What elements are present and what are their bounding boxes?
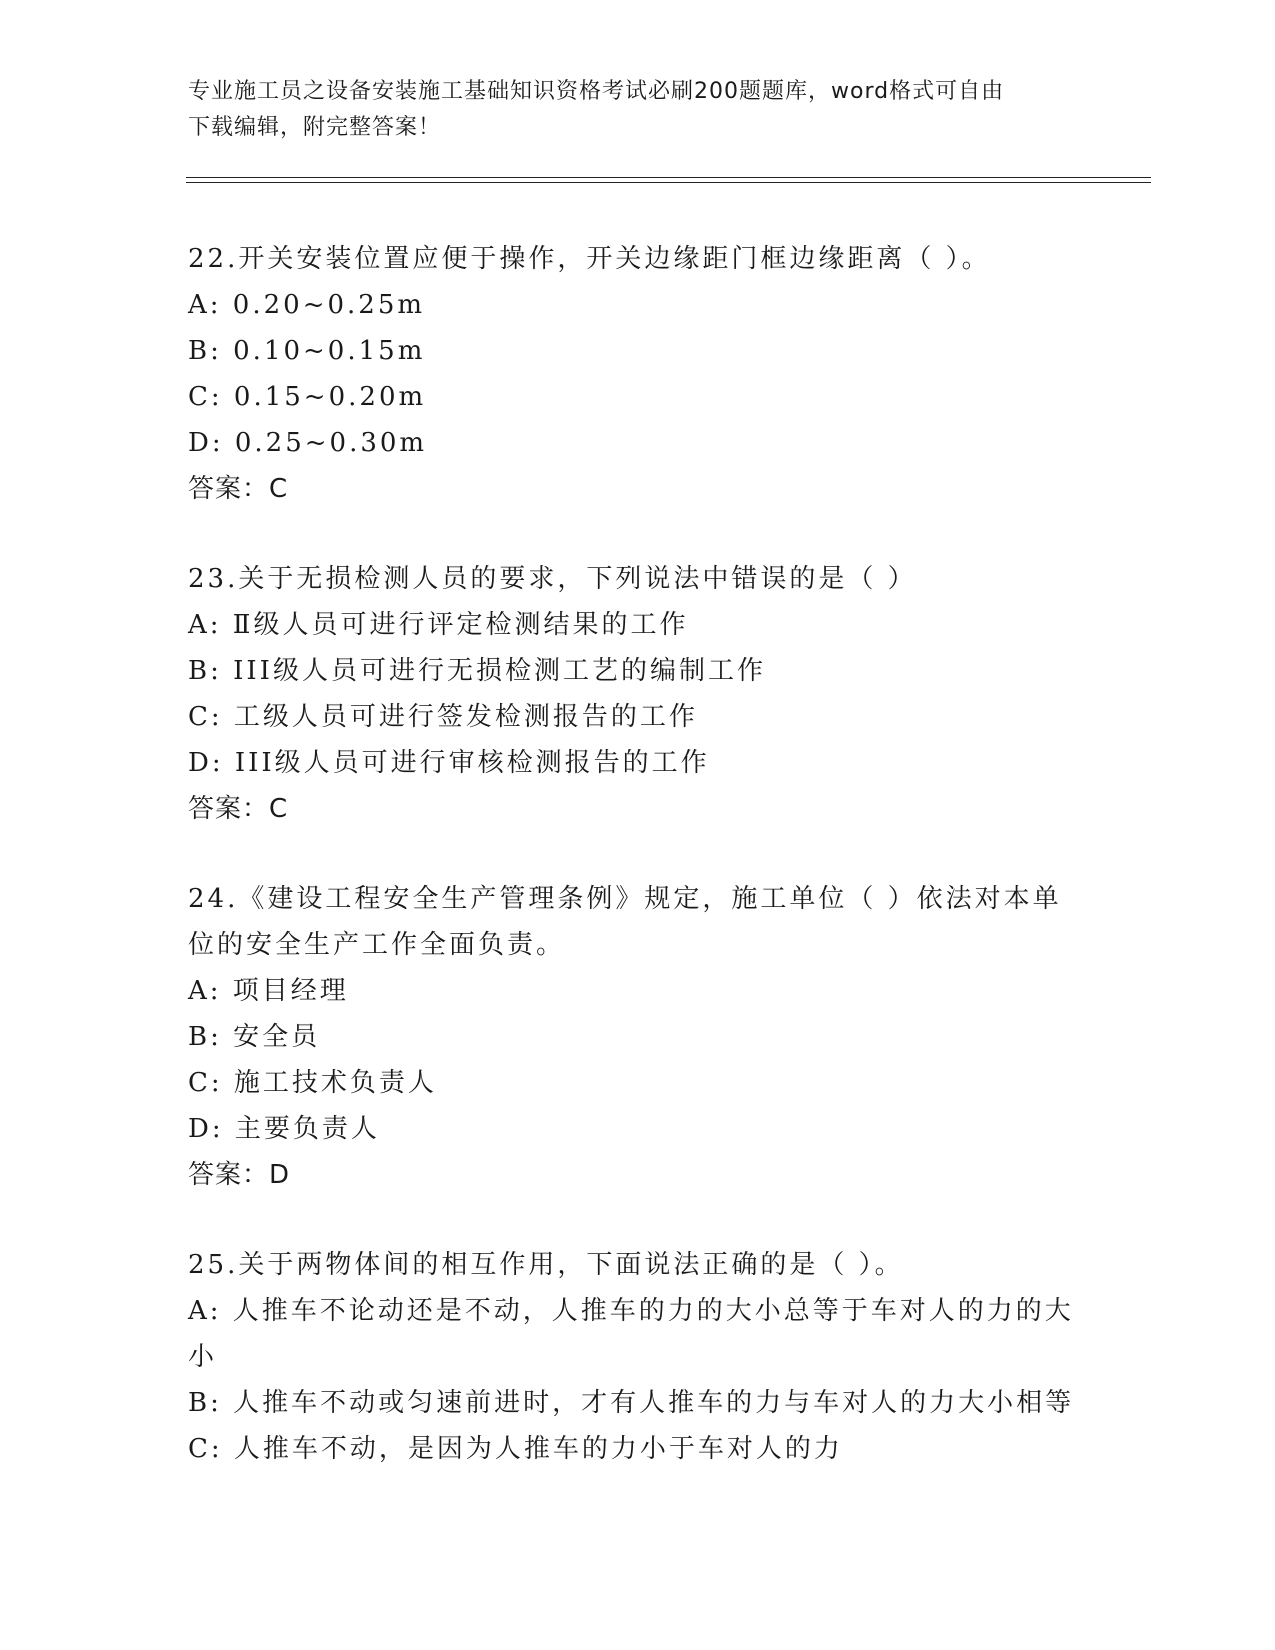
header-title-line-2: 下载编辑，附完整答案！ (188, 115, 442, 140)
question-24 (188, 876, 1088, 1198)
option-b: B: 安全员 (188, 1022, 321, 1052)
question-stem: 22.开关安装位置应便于操作，开关边缘距门框边缘距离（ ）。 (188, 244, 991, 274)
option-d: D: 主要负责人 (188, 1114, 380, 1144)
option-c: C: 工级人员可进行签发检测报告的工作 (188, 702, 698, 732)
question-stem-continued: 位的安全生产工作全面负责。 (188, 930, 566, 960)
header-divider-bottom (186, 182, 1151, 183)
header-title-line-1: 专业施工员之设备安装施工基础知识资格考试必刷200题题库，word格式可自由 (188, 79, 1005, 104)
option-b: B: 人推车不动或匀速前进时，才有人推车的力与车对人的力大小相等 (188, 1388, 1075, 1418)
option-c: C: 人推车不动，是因为人推车的力小于车对人的力 (188, 1434, 843, 1464)
question-23 (188, 556, 1088, 832)
option-a-continued: 小 (188, 1342, 218, 1372)
question-list (188, 236, 1088, 1516)
option-c: C: 施工技术负责人 (188, 1068, 437, 1098)
option-a: A: 项目经理 (188, 976, 349, 1006)
document-header (188, 74, 1088, 146)
option-b: B: 0.10~0.15m (188, 336, 426, 366)
option-c: C: 0.15~0.20m (188, 382, 427, 412)
question-stem: 24.《建设工程安全生产管理条例》规定，施工单位（ ）依法对本单 (188, 884, 1062, 914)
answer-label: 答案：C (188, 474, 289, 504)
answer-label: 答案：D (188, 1160, 291, 1190)
option-b: B: III级人员可进行无损检测工艺的编制工作 (188, 656, 766, 686)
answer-label: 答案：C (188, 794, 289, 824)
option-a: A: 人推车不论动还是不动，人推车的力的大小总等于车对人的力的大 (188, 1296, 1074, 1326)
option-a: A: Ⅱ级人员可进行评定检测结果的工作 (188, 610, 689, 640)
option-a: A: 0.20~0.25m (188, 290, 426, 320)
option-d: D: III级人员可进行审核检测报告的工作 (188, 748, 710, 778)
question-stem: 25.关于两物体间的相互作用，下面说法正确的是（ ）。 (188, 1250, 904, 1280)
question-stem: 23.关于无损检测人员的要求，下列说法中错误的是（ ） (188, 564, 917, 594)
question-22 (188, 236, 1088, 512)
option-d: D: 0.25~0.30m (188, 428, 428, 458)
question-25 (188, 1242, 1088, 1472)
header-divider-top (186, 177, 1151, 178)
